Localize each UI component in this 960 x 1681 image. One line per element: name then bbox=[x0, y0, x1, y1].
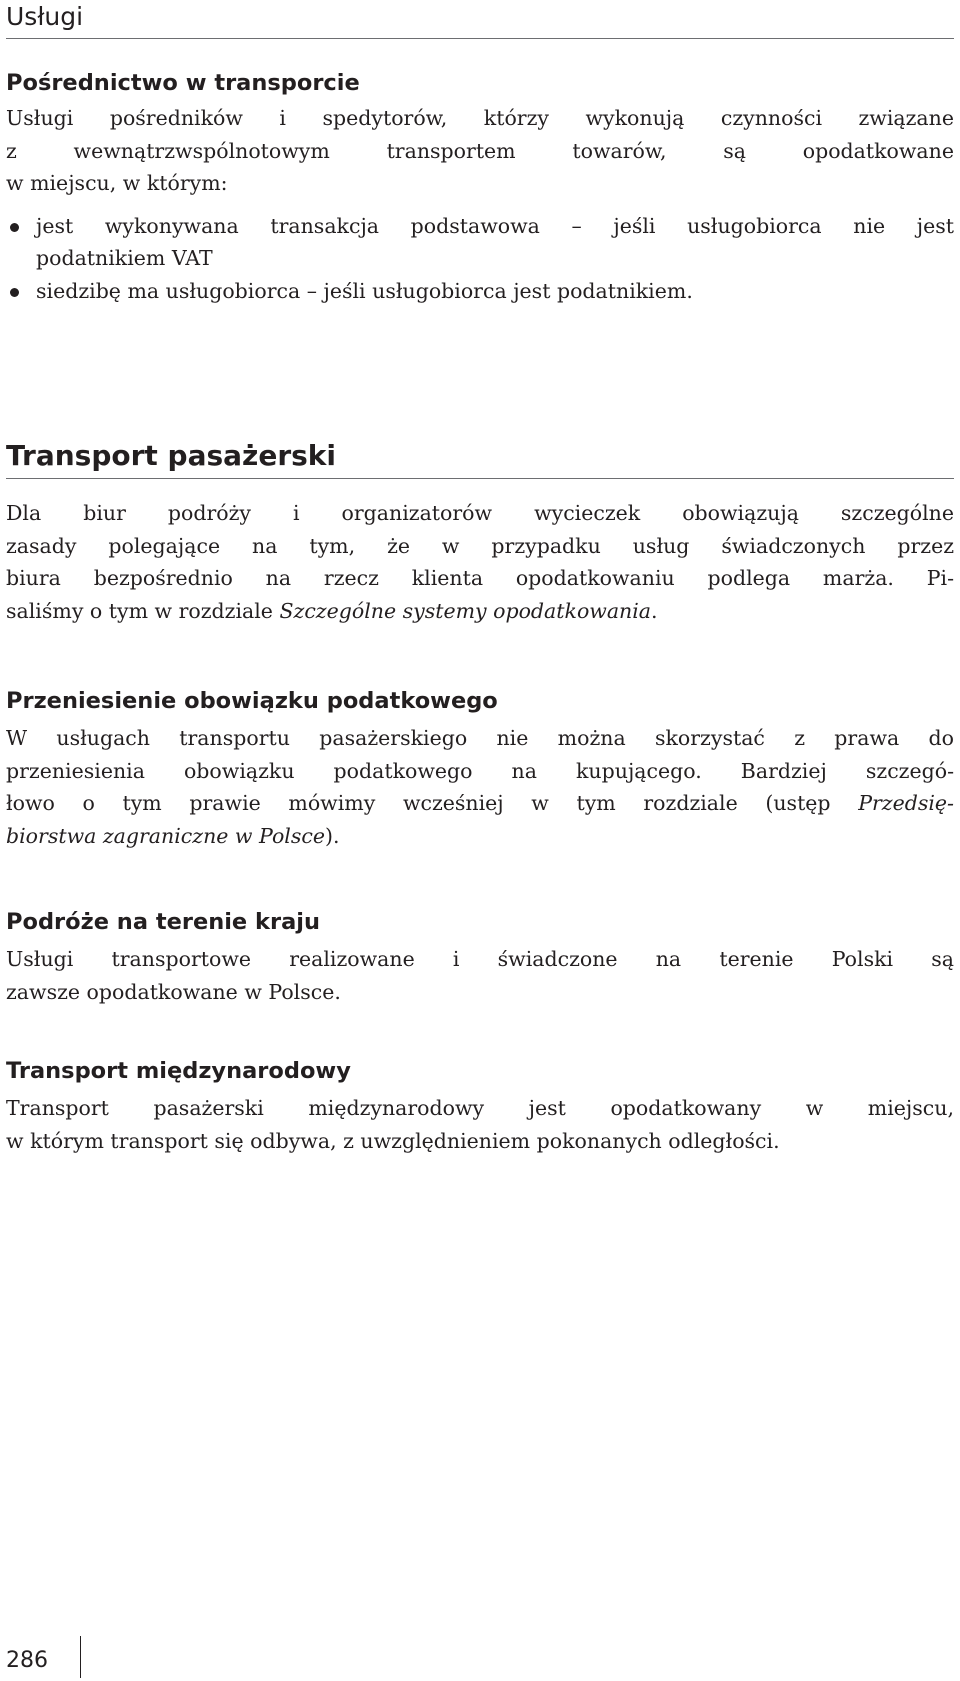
bullet-item bbox=[6, 275, 954, 308]
paragraph-line: biura bezpośrednio na rzecz klienta opodatkowaniu podlega marża. Pi- bbox=[6, 566, 954, 590]
bullet-list bbox=[6, 210, 954, 308]
bullet-line: siedzibę ma usługobiorca – jeśli usługobiorca jest podatnikiem. bbox=[36, 278, 693, 303]
paragraph-line: W usługach transportu pasażerskiego nie można skorzystać z prawa do bbox=[6, 726, 954, 750]
paragraph-line: zawsze opodatkowane w Polsce. bbox=[6, 979, 341, 1004]
paragraph-line: w którym transport się odbywa, z uwzględnieniem pokonanych odległości. bbox=[6, 1128, 780, 1153]
section-paragraph bbox=[6, 497, 954, 627]
paragraph-line: przeniesienia obowiązku podatkowego na kupującego. Bardziej szczegó- bbox=[6, 758, 954, 783]
paragraph-line bbox=[6, 595, 954, 628]
bullet-icon bbox=[10, 288, 19, 297]
paragraph-line: Dla biur podróży i organizatorów wycieczek obowiązują szczególne bbox=[6, 501, 954, 525]
section-podroze-kraj bbox=[6, 907, 954, 1008]
section-paragraph bbox=[6, 1092, 954, 1157]
paragraph-line: zasady polegające na tym, że w przypadku usług świadczonych przez bbox=[6, 533, 954, 558]
page-number: 286 bbox=[6, 1648, 48, 1673]
section-heading: Transport międzynarodowy bbox=[6, 1058, 351, 1084]
section-heading: Transport pasażerski bbox=[6, 438, 954, 479]
section-posrednictwo bbox=[6, 68, 954, 307]
section-miedzynarodowy bbox=[6, 1056, 954, 1157]
line-text: ). bbox=[324, 823, 340, 848]
section-reference: Przedsię- bbox=[858, 791, 954, 815]
running-header-title: Usługi bbox=[6, 2, 84, 31]
paragraph-line: w miejscu, w którym: bbox=[6, 171, 228, 195]
section-przeniesienie bbox=[6, 686, 954, 852]
bullet-item bbox=[6, 210, 954, 275]
line-text: łowo o tym prawie mówimy wcześniej w tym rozdziale (ustęp bbox=[6, 791, 859, 815]
section-paragraph bbox=[6, 722, 954, 852]
line-text: saliśmy o tym w rozdziale bbox=[6, 598, 280, 623]
section-reference: biorstwa zagraniczne w Polsce bbox=[6, 823, 325, 848]
paragraph-line: z wewnątrzwspólnotowym transportem towarów, są opodatkowane bbox=[6, 138, 954, 163]
section-heading: Pośrednictwo w transporcie bbox=[6, 70, 360, 96]
paragraph-line bbox=[6, 787, 954, 820]
section-transport-pasazerski bbox=[6, 438, 954, 627]
section-paragraph bbox=[6, 102, 954, 200]
footer-divider bbox=[80, 1636, 81, 1678]
paragraph-line bbox=[6, 820, 954, 853]
chapter-reference: Szczególne systemy opodatkowania bbox=[279, 598, 652, 623]
bullet-line: podatnikiem VAT bbox=[36, 246, 213, 270]
bullet-icon bbox=[10, 223, 19, 232]
section-paragraph bbox=[6, 943, 954, 1008]
running-header bbox=[6, 0, 954, 39]
line-text: . bbox=[651, 598, 658, 623]
section-heading: Podróże na terenie kraju bbox=[6, 909, 321, 935]
paragraph-line: Usługi pośredników i spedytorów, którzy wykonują czynności związane bbox=[6, 106, 954, 130]
paragraph-line: Usługi transportowe realizowane i świadczone na terenie Polski są bbox=[6, 947, 954, 971]
bullet-line: jest wykonywana transakcja podstawowa – jeśli usługobiorca nie jest bbox=[36, 213, 954, 238]
paragraph-line: Transport pasażerski międzynarodowy jest opodatkowany w miejscu, bbox=[6, 1096, 954, 1120]
section-heading: Przeniesienie obowiązku podatkowego bbox=[6, 688, 498, 714]
